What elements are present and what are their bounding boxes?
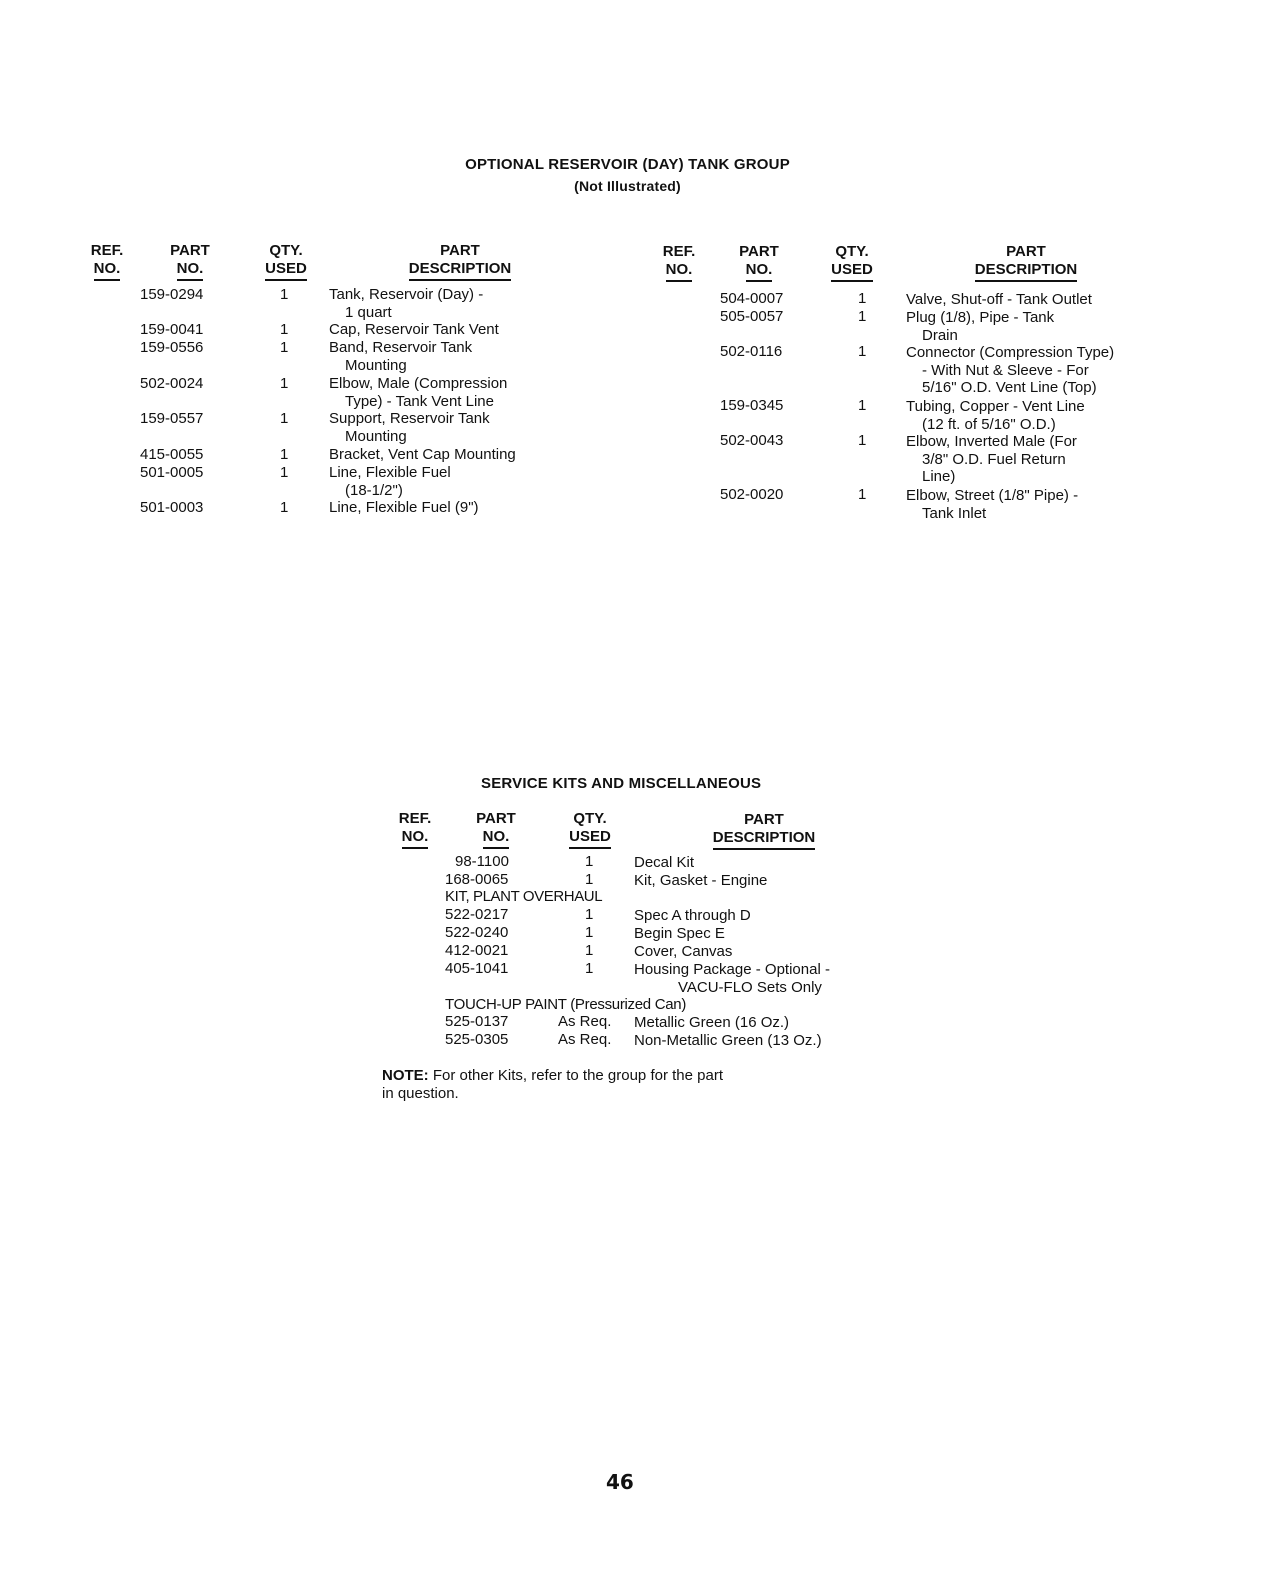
qty-used: 1 bbox=[585, 960, 594, 977]
qty-used: 1 bbox=[858, 397, 867, 414]
qty-used: 1 bbox=[858, 486, 867, 503]
part-description bbox=[329, 375, 507, 410]
qty-used: 1 bbox=[858, 343, 867, 360]
part-description bbox=[329, 339, 472, 374]
description-line: Type) - Tank Vent Line bbox=[345, 392, 494, 410]
part-description: Spec A through D bbox=[634, 907, 751, 924]
qty-used: 1 bbox=[585, 871, 594, 888]
header-description-label: DESCRIPTION bbox=[409, 260, 512, 281]
part-description bbox=[906, 398, 1085, 433]
header-no-label: NO. bbox=[666, 261, 693, 282]
qty-used: 1 bbox=[280, 410, 289, 427]
group-heading: TOUCH-UP PAINT (Pressurized Can) bbox=[445, 996, 687, 1013]
header-no-label: NO. bbox=[746, 261, 773, 282]
qty-used: 1 bbox=[280, 375, 289, 392]
note-text: For other Kits, refer to the group for the part bbox=[432, 1067, 723, 1084]
header-part-label: PART bbox=[440, 242, 480, 259]
part-number: 522-0217 bbox=[445, 906, 509, 923]
header-part-description bbox=[380, 242, 540, 281]
part-description bbox=[634, 961, 830, 996]
header-ref-no bbox=[390, 810, 440, 849]
description-line: Line, Flexible Fuel (9") bbox=[329, 499, 479, 516]
header-used-label: USED bbox=[831, 261, 873, 282]
description-line: Support, Reservoir Tank bbox=[329, 410, 490, 427]
part-description bbox=[906, 487, 1078, 522]
part-number: 505-0057 bbox=[720, 308, 784, 325]
header-description-label: DESCRIPTION bbox=[975, 261, 1078, 282]
header-no-label: NO. bbox=[177, 260, 204, 281]
note-label: NOTE: bbox=[382, 1067, 429, 1084]
description-line: Housing Package - Optional - bbox=[634, 961, 830, 978]
header-no-label: NO. bbox=[402, 828, 429, 849]
part-number: 98-1100 bbox=[455, 853, 509, 870]
qty-used: 1 bbox=[585, 853, 594, 870]
header-part-no bbox=[466, 810, 526, 849]
description-line: Mounting bbox=[345, 427, 407, 445]
note bbox=[382, 1067, 723, 1102]
part-number: 502-0043 bbox=[720, 432, 784, 449]
part-number: 502-0020 bbox=[720, 486, 784, 503]
part-description bbox=[329, 321, 499, 339]
group-heading: KIT, PLANT OVERHAUL bbox=[445, 888, 603, 905]
header-qty-used bbox=[256, 242, 316, 281]
part-number: 159-0556 bbox=[140, 339, 204, 356]
qty-used: 1 bbox=[280, 446, 289, 463]
part-number: 405-1041 bbox=[445, 960, 509, 977]
description-line: Bracket, Vent Cap Mounting bbox=[329, 446, 516, 463]
header-ref-no bbox=[82, 242, 132, 281]
qty-used: 1 bbox=[858, 432, 867, 449]
description-line: Connector (Compression Type) bbox=[906, 344, 1115, 361]
part-description: Non-Metallic Green (13 Oz.) bbox=[634, 1032, 822, 1049]
part-number: 159-0345 bbox=[720, 397, 784, 414]
description-line: Line) bbox=[922, 468, 956, 486]
qty-used: 1 bbox=[280, 321, 289, 338]
header-qty-label: QTY. bbox=[573, 810, 607, 827]
header-part-no bbox=[729, 243, 789, 282]
header-qty-used bbox=[822, 243, 882, 282]
part-number: 502-0024 bbox=[140, 375, 204, 392]
part-number: 522-0240 bbox=[445, 924, 509, 941]
qty-used: 1 bbox=[280, 339, 289, 356]
header-no-label: NO. bbox=[94, 260, 121, 281]
header-qty-label: QTY. bbox=[835, 243, 869, 260]
description-line: Plug (1/8), Pipe - Tank bbox=[906, 309, 1055, 326]
section-title-service-kits: SERVICE KITS AND MISCELLANEOUS bbox=[481, 775, 762, 792]
description-line: - With Nut & Sleeve - For bbox=[922, 361, 1089, 379]
part-number: 501-0005 bbox=[140, 464, 204, 481]
part-description bbox=[906, 344, 1114, 397]
part-number: 159-0557 bbox=[140, 410, 204, 427]
part-description bbox=[906, 291, 1092, 309]
part-description: Cover, Canvas bbox=[634, 943, 733, 960]
header-qty-label: QTY. bbox=[269, 242, 303, 259]
description-line: (18-1/2") bbox=[345, 481, 403, 499]
part-number: 525-0137 bbox=[445, 1013, 509, 1030]
part-description bbox=[329, 446, 516, 464]
description-line: 5/16" O.D. Vent Line (Top) bbox=[922, 379, 1097, 397]
header-part-label: PART bbox=[744, 811, 784, 828]
part-description bbox=[329, 410, 490, 445]
part-number: 501-0003 bbox=[140, 499, 204, 516]
part-number: 159-0041 bbox=[140, 321, 204, 338]
qty-used: 1 bbox=[858, 308, 867, 325]
qty-used: 1 bbox=[585, 942, 594, 959]
description-line: Tubing, Copper - Vent Line bbox=[906, 398, 1085, 415]
part-description: Begin Spec E bbox=[634, 925, 725, 942]
description-line: Tank, Reservoir (Day) - bbox=[329, 286, 484, 303]
header-ref-label: REF. bbox=[90, 242, 124, 259]
qty-used: 1 bbox=[858, 290, 867, 307]
description-line: Valve, Shut-off - Tank Outlet bbox=[906, 291, 1092, 308]
qty-used: 1 bbox=[280, 464, 289, 481]
description-line: Tank Inlet bbox=[922, 504, 987, 522]
part-number: 168-0065 bbox=[445, 871, 509, 888]
section-subtitle-reservoir: (Not Illustrated) bbox=[574, 178, 681, 194]
part-number: 502-0116 bbox=[720, 343, 783, 360]
description-line: Band, Reservoir Tank bbox=[329, 339, 473, 356]
header-no-label: NO. bbox=[483, 828, 510, 849]
description-line: (12 ft. of 5/16" O.D.) bbox=[922, 415, 1056, 433]
qty-used: As Req. bbox=[558, 1031, 612, 1048]
part-description bbox=[329, 464, 451, 499]
qty-used: 1 bbox=[280, 286, 289, 303]
part-number: 412-0021 bbox=[445, 942, 509, 959]
header-ref-label: REF. bbox=[398, 810, 432, 827]
part-description: Kit, Gasket - Engine bbox=[634, 872, 768, 889]
header-ref-no bbox=[654, 243, 704, 282]
header-part-label: PART bbox=[739, 243, 779, 260]
part-description: Decal Kit bbox=[634, 854, 695, 871]
part-description bbox=[906, 433, 1077, 486]
description-line: Line, Flexible Fuel bbox=[329, 464, 451, 481]
description-line: Mounting bbox=[345, 356, 407, 374]
header-part-label: PART bbox=[1006, 243, 1046, 260]
description-line: Elbow, Male (Compression bbox=[329, 375, 508, 392]
qty-used: 1 bbox=[585, 906, 594, 923]
description-line: VACU-FLO Sets Only bbox=[678, 978, 822, 996]
header-part-label: PART bbox=[476, 810, 516, 827]
note-text: in question. bbox=[382, 1084, 459, 1102]
qty-used: 1 bbox=[280, 499, 289, 516]
header-part-no bbox=[160, 242, 220, 281]
part-description bbox=[329, 499, 479, 517]
header-part-label: PART bbox=[170, 242, 210, 259]
description-line: Cap, Reservoir Tank Vent bbox=[329, 321, 499, 338]
description-line: Elbow, Inverted Male (For bbox=[906, 433, 1077, 450]
part-description: Metallic Green (16 Oz.) bbox=[634, 1014, 790, 1031]
qty-used: As Req. bbox=[558, 1013, 612, 1030]
header-part-description bbox=[684, 811, 844, 850]
header-description-label: DESCRIPTION bbox=[713, 829, 816, 850]
page-number: 46 bbox=[606, 1470, 634, 1494]
header-qty-used bbox=[560, 810, 620, 849]
part-number: 415-0055 bbox=[140, 446, 204, 463]
part-description bbox=[329, 286, 483, 321]
part-number: 159-0294 bbox=[140, 286, 204, 303]
header-used-label: USED bbox=[265, 260, 307, 281]
qty-used: 1 bbox=[585, 924, 594, 941]
part-number: 525-0305 bbox=[445, 1031, 509, 1048]
header-part-description bbox=[946, 243, 1106, 282]
description-line: Drain bbox=[922, 326, 958, 344]
section-title-reservoir: OPTIONAL RESERVOIR (DAY) TANK GROUP bbox=[465, 156, 790, 173]
header-ref-label: REF. bbox=[662, 243, 696, 260]
description-line: 1 quart bbox=[345, 303, 392, 321]
description-line: 3/8" O.D. Fuel Return bbox=[922, 450, 1066, 468]
header-used-label: USED bbox=[569, 828, 611, 849]
description-line: Elbow, Street (1/8" Pipe) - bbox=[906, 487, 1079, 504]
part-number: 504-0007 bbox=[720, 290, 784, 307]
part-description bbox=[906, 309, 1054, 344]
